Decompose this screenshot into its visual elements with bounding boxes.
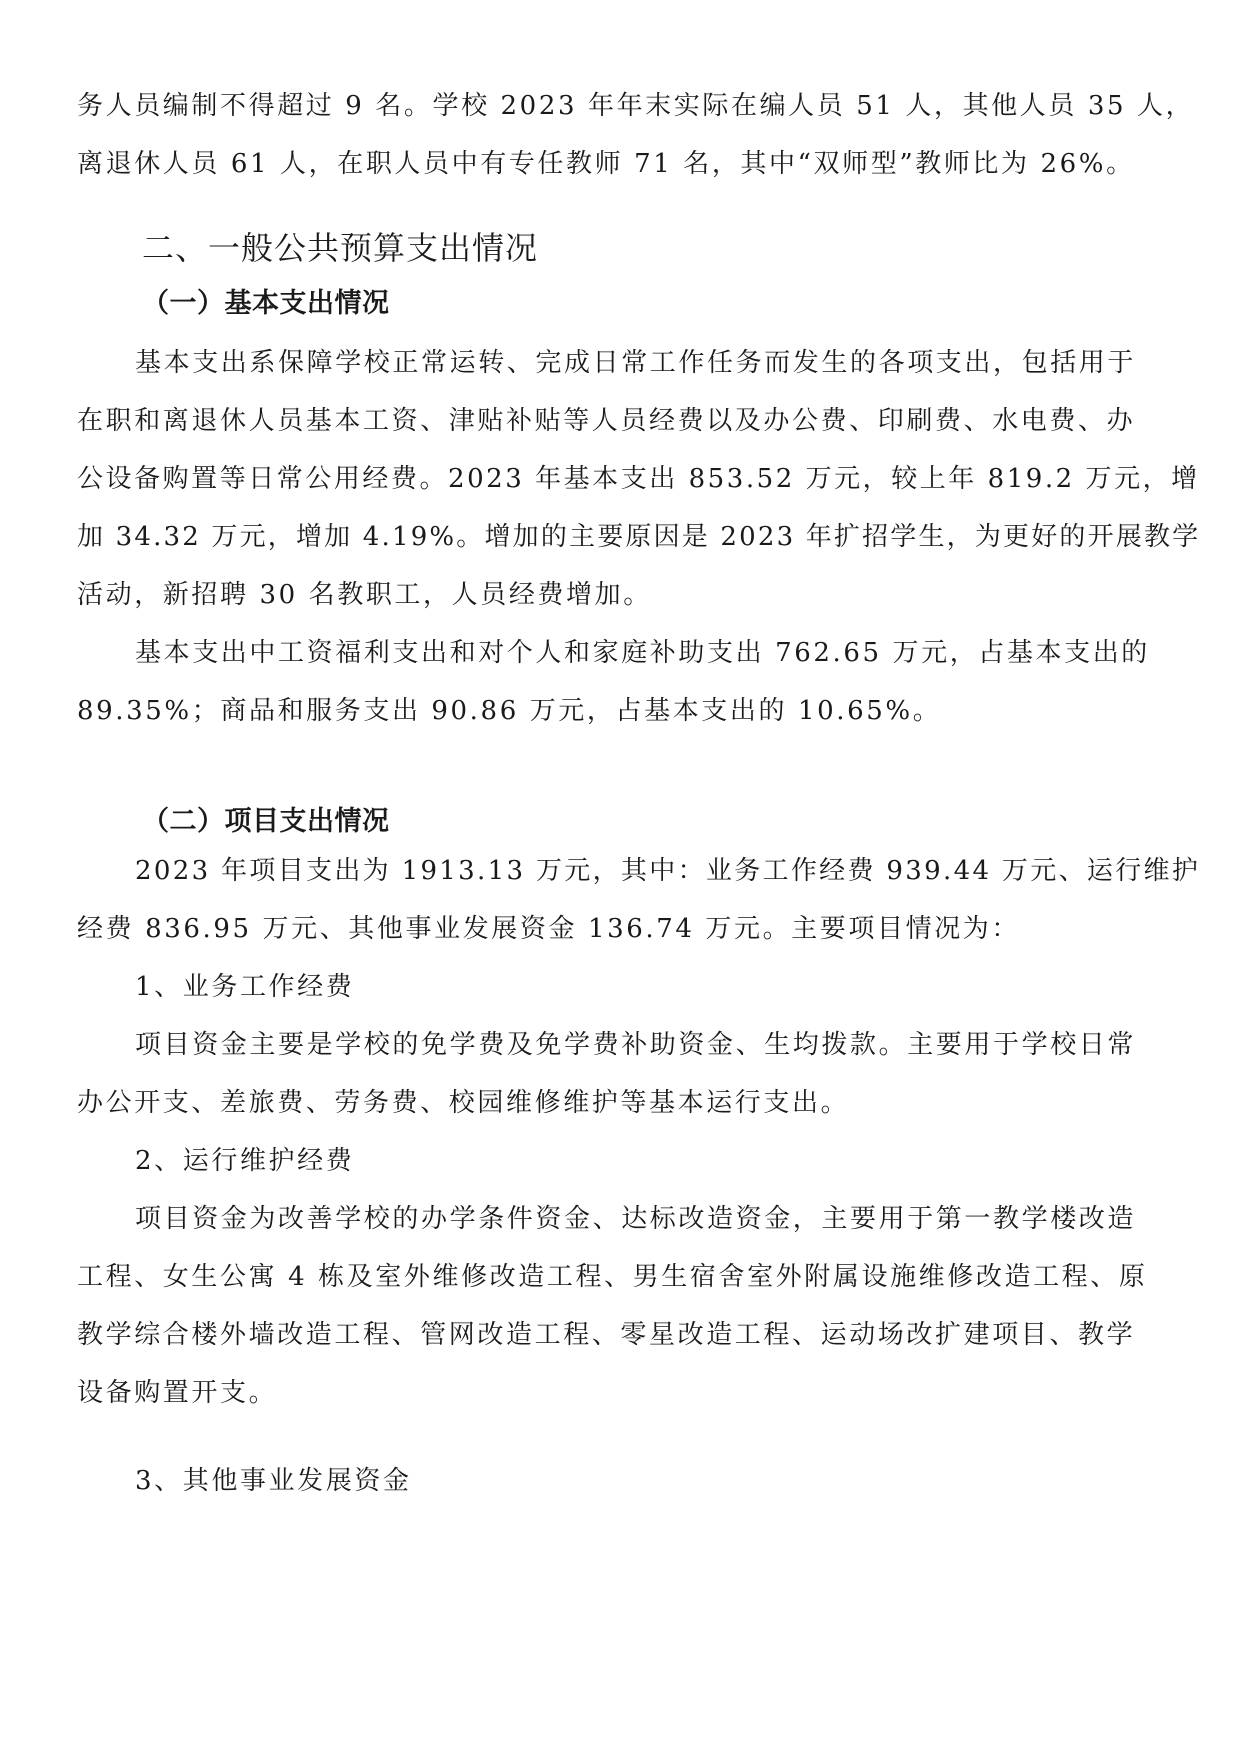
paragraph-line: 设备购置开支。 (77, 1378, 278, 1408)
paragraph-line: 在职和离退休人员基本工资、津贴补贴等人员经费以及办公费、印刷费、水电费、办 (77, 406, 1136, 436)
paragraph-line: 项目资金为改善学校的办学条件资金、达标改造资金，主要用于第一教学楼改造 (135, 1204, 1137, 1234)
paragraph-line: 公设备购置等日常公用经费。2023 年基本支出 853.52 万元，较上年 819.2 万元，增 (77, 464, 1200, 494)
item-title-business-funds: 1、业务工作经费 (135, 972, 355, 1002)
paragraph-line: 基本支出系保障学校正常运转、完成日常工作任务而发生的各项支出，包括用于 (135, 348, 1137, 378)
paragraph-line: 基本支出中工资福利支出和对个人和家庭补助支出 762.65 万元，占基本支出的 (135, 638, 1150, 668)
paragraph-line: 2023 年项目支出为 1913.13 万元，其中：业务工作经费 939.44 万元、运行维护 (135, 856, 1201, 886)
item-title-other-development-funds: 3、其他事业发展资金 (135, 1466, 412, 1496)
paragraph-line: 活动，新招聘 30 名教职工，人员经费增加。 (77, 580, 652, 610)
section-title: 二、一般公共预算支出情况 (142, 229, 539, 267)
paragraph-line: 教学综合楼外墙改造工程、管网改造工程、零星改造工程、运动场改扩建项目、教学 (77, 1320, 1136, 1350)
intro-line-2: 离退休人员 61 人，在职人员中有专任教师 71 名，其中“双师型”教师比为 26%。 (77, 149, 1135, 179)
paragraph-line: 工程、女生公寓 4 栋及室外维修改造工程、男生宿舍室外附属设施维修改造工程、原 (77, 1262, 1148, 1292)
paragraph-line: 经费 836.95 万元、其他事业发展资金 136.74 万元。主要项目情况为： (77, 914, 1021, 944)
intro-line-1: 务人员编制不得超过 9 名。学校 2023 年年末实际在编人员 51 人，其他人员 35 人， (77, 91, 1195, 121)
paragraph-line: 办公开支、差旅费、劳务费、校园维修维护等基本运行支出。 (77, 1088, 850, 1118)
paragraph-line: 项目资金主要是学校的免学费及免学费补助资金、生均拨款。主要用于学校日常 (135, 1030, 1137, 1060)
project-expense-heading: （二）项目支出情况 (142, 806, 390, 837)
item-title-maintenance-funds: 2、运行维护经费 (135, 1146, 355, 1176)
paragraph-line: 89.35%；商品和服务支出 90.86 万元，占基本支出的 10.65%。 (77, 696, 942, 726)
basic-expense-heading: （一）基本支出情况 (142, 288, 390, 319)
paragraph-line: 加 34.32 万元，增加 4.19%。增加的主要原因是 2023 年扩招学生，为更好的开展教学 (77, 522, 1201, 552)
